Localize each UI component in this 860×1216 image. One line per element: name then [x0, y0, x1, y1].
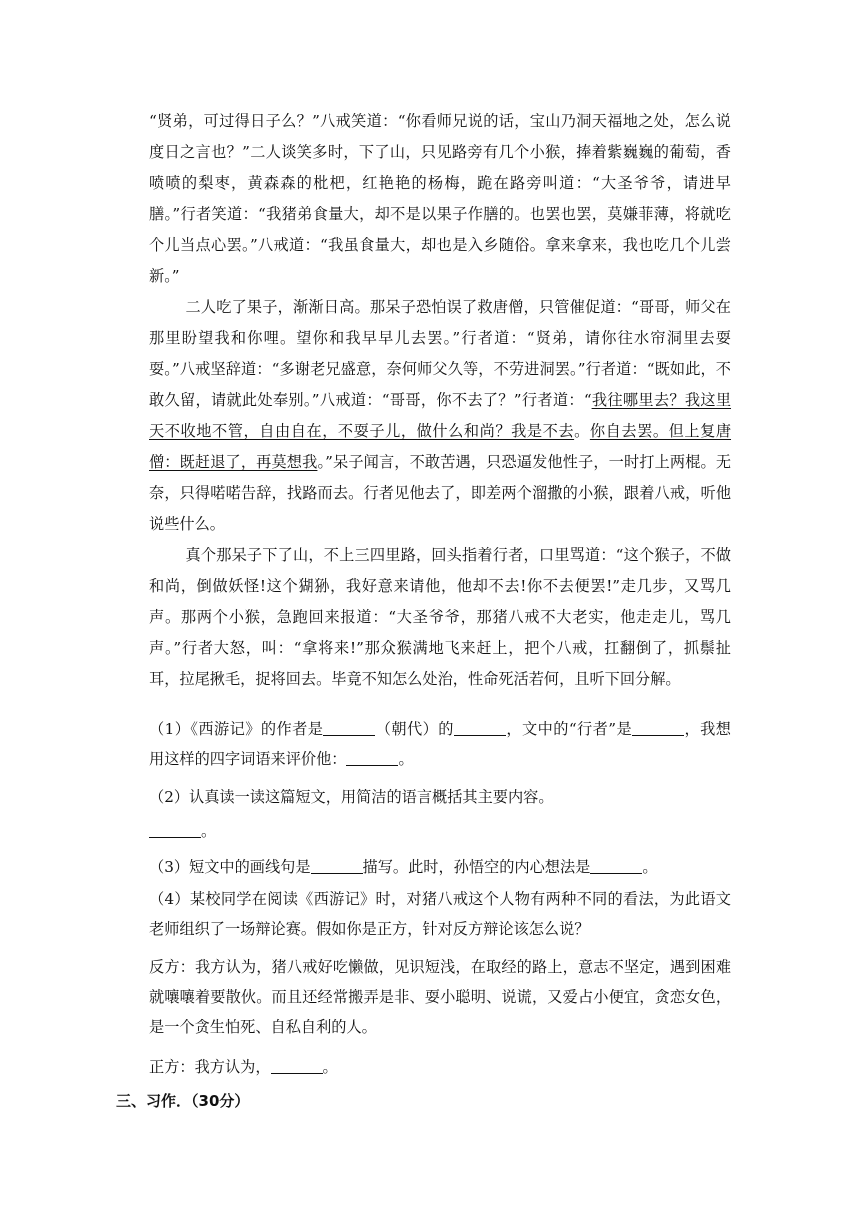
answer-blank[interactable] [323, 720, 375, 736]
question-4 [149, 884, 731, 944]
answer-blank[interactable] [149, 822, 201, 838]
question-text: （2）认真读一读这篇短文，用简洁的语言概括其主要内容。 [149, 788, 554, 806]
question-text: 反方：我方认为，猪八戒好吃懒做，见识短浅，在取经的路上，意志不坚定，遇到困难就嚷嚷着要散伙。而且还经常搬弄是非、耍小聪明、说谎，又爱占小便宜，贪恋女色，是一个贪生怕死、自私自利的人。 [149, 958, 731, 1036]
passage-text: 。”呆子闻言，不敢苦遇，只恐逼发他性子，一时打上两棍。无奈，只得喏喏告辞，找路而去。行者见他去了，即差两个溜撒的小猴，跟着八戒，听他说些什么。 [149, 453, 732, 533]
answer-blank[interactable] [590, 858, 642, 874]
question-text: 。 [642, 858, 658, 876]
answer-blank[interactable] [346, 750, 398, 766]
question-text: 。 [398, 750, 414, 768]
question-text: （朝代）的 [375, 720, 454, 738]
passage-text: “贤弟，可过得日子么？”八戒笑道：“你看师兄说的话，宝山乃洞天福地之处，怎么说度日之言也？”二人谈笑多时，下了山，只见路旁有几个小猴，捧着紫巍巍的葡萄，香喷喷的梨枣，黄森森的枇杷，红艳艳的杨梅，跪在路旁叫道：“大圣爷爷，请进早膳。”行者笑道：“我猪弟食量大，却不是以果子作膳的。也罢也罢，莫嫌菲薄，将就吃个儿当点心罢。”八戒道：“我虽食量大，却也是入乡随俗。拿来拿来，我也吃几个儿尝新。” [149, 112, 731, 285]
passage-text: 二人吃了果子，渐渐日高。那呆子恐怕误了救唐僧，只管催促道：“哥哥，师父在那里盼望我和你哩。望你和我早早儿去罢。”行者道：“贤弟，请你往水帘洞里去耍耍。”八戒坚辞道：“多谢老兄盛意，奈何师父久等，不劳进洞罢。”行者道：“既如此，不敢久留，请就此处奉别。”八戒道：“哥哥，你不去了？”行者道：“ [149, 298, 731, 409]
answer-blank[interactable] [454, 720, 506, 736]
question-3 [149, 852, 731, 882]
question-text: （4）某校同学在阅读《西游记》时，对猪八戒这个人物有两种不同的看法，为此语文老师组织了一场辩论赛。假如你是正方，针对反方辩论该怎么说？ [149, 890, 731, 938]
answer-blank[interactable] [632, 720, 684, 736]
question-text: ，我想用这样的四字词语来评价他： [149, 720, 731, 768]
passage-text: 。 [574, 422, 590, 440]
answer-blank[interactable] [271, 1058, 323, 1074]
question-4-opposing-side [149, 952, 731, 1042]
passage-paragraph-3 [149, 540, 731, 695]
question-2 [149, 782, 731, 812]
passage-text: 真个那呆子下了山，不上三四里路，回头指着行者，口里骂道：“这个猴子，不做和尚，倒做妖怪!这个猢狲，我好意来请他，他却不去!你不去便罢!”走几步，又骂几声。那两个小猴，急跑回来报道：“大圣爷爷，那猪八戒不大老实，他走走儿，骂几声。”行者大怒，叫：“拿将来!”那众猴满地飞来赶上，把个八戒，扛翻倒了，抓鬃扯耳，拉尾揪毛，捉将回去。毕竟不知怎么处治，性命死活若何，且听下回分解。 [149, 546, 731, 688]
passage-paragraph-2 [149, 292, 731, 540]
answer-blank[interactable] [311, 858, 363, 874]
question-text: （3）短文中的画线句是 [149, 858, 311, 876]
question-text: （1）《西游记》的作者是 [149, 720, 324, 738]
question-text: ，文中的“行者”是 [505, 720, 633, 738]
question-text: 。 [201, 822, 217, 840]
passage-paragraph-1 [149, 106, 731, 292]
question-text: 正方：我方认为， [149, 1058, 271, 1076]
section-heading-writing: 三、习作．（30分） [116, 1092, 250, 1110]
question-text: 。 [322, 1058, 338, 1076]
question-text: 描写。此时，孙悟空的内心想法是 [362, 858, 591, 876]
question-1 [149, 714, 731, 774]
question-2-answer-line [149, 816, 731, 846]
underlined-sentence-1: 我往哪里去？我这里天不收地不管，自由自在，不耍子儿，做什么和尚？我是不去 [149, 391, 732, 440]
underlined-sentence-2: 你自去罢。但上复唐僧：既赶退了，再莫想我 [149, 422, 732, 471]
question-4-affirmative-side [149, 1052, 731, 1082]
